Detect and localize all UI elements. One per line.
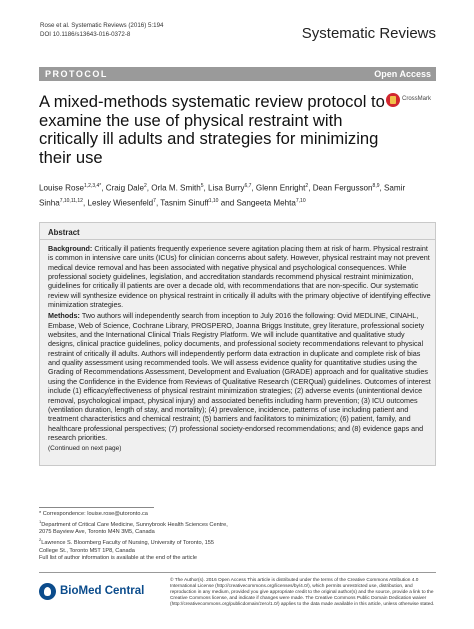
author-affiliation: 2 — [144, 183, 147, 189]
abstract-background — [48, 244, 431, 309]
article-type-banner — [39, 67, 436, 81]
continued-note: (Continued on next page) — [48, 445, 122, 453]
author-info-note: Full list of author information is available at the end of the article — [39, 554, 197, 561]
doi-line[interactable]: DOI 10.1186/s13643-016-0372-8 — [40, 30, 131, 38]
affiliation-number: 1 — [39, 519, 42, 525]
background-label: Background: — [48, 244, 93, 253]
affiliation-2 — [39, 536, 239, 547]
author-affiliation: 6,7 — [244, 183, 252, 189]
methods-text: Two authors will independently search from inception to July 2016 the following: Ovid MEDLINE, CINAHL, Embase, Web of Science, Cochrane Library, PROSPERO, Joanna Briggs Institute, grey literature, professional society websites, and the International Clinical Trials Registry Platform. We will include quantitative and qualitative study designs, clinical practice guidelines, policy documents, and professional society recommendations relevant to physical restraint of critically ill adults. Authors will independently perform data extraction in duplicate and complete risk of bias and quality assessment using recommended tools. We will assess evidence quality for quantitative studies using the Grading of Recommendations Assessment, Development and Evaluation (GRADE) approach and for qualitative studies using the Confidence in the Evidence from Reviews of Qualitative Research (CERQual) guidelines. Outcomes of interest include (1) efficacy/effectiveness of physical restraint minimization strategies; (2) adverse events (unintentional device removal, psychological impact, physical injury) and associated benefits including harm prevention; (3) ICU outcomes (ventilation duration, length of stay, and mortality); (4) prevalence, incidence, patterns of use including patient and treatment characteristics and chemical restraint; (5) barriers and facilitators to minimization; (6) patient, family, and healthcare professional perspectives; (7) professional society-endorsed recommendations; and (8) evidence gaps and research priorities. — [48, 311, 431, 442]
open-access-label: Open Access — [374, 69, 431, 79]
methods-label: Methods: — [48, 311, 80, 321]
author-name[interactable]: Louise Rose — [39, 183, 84, 193]
author-name[interactable]: Dean Fergusson — [312, 183, 373, 193]
affiliation-1 — [39, 518, 239, 529]
abstract-heading: Abstract — [48, 228, 80, 237]
citation — [40, 22, 163, 39]
biomed-central-icon — [39, 583, 56, 600]
footer-divider — [39, 572, 436, 573]
affiliation-text: Lawrence S. Bloomberg Faculty of Nursing, University of Toronto, 155 — [41, 540, 214, 547]
author-name[interactable]: Craig Dale — [105, 183, 144, 193]
author-name[interactable]: Lisa Burry — [208, 183, 245, 193]
author-affiliation: 7 — [153, 198, 156, 205]
journal-name[interactable]: Systematic Reviews — [301, 25, 436, 42]
author-affiliation: 1,10 — [208, 198, 219, 205]
crossmark-button[interactable] — [386, 92, 446, 108]
author-name[interactable]: Samir Sinha — [39, 183, 406, 208]
author-name[interactable]: Tasnim Sinuff — [160, 198, 209, 208]
footnotes — [39, 511, 239, 562]
affiliation-number: 2 — [39, 537, 42, 543]
author-name[interactable]: Glenn Enright — [255, 183, 306, 193]
affiliation-1-address: 2075 Bayview Ave, Toronto M4N 3M5, Canada — [39, 529, 155, 536]
crossmark-icon — [386, 93, 400, 107]
publisher-logo[interactable] — [39, 580, 159, 604]
license-statement: © The Author(s). 2016 Open Access This article is distributed under the terms of the Creative Commons Attribution 4.0 International License (http://creativecommons.org/licenses/by/4.0/), which permits unrestricted use, distribution, and reproduction in any medium, provided you give appropriate credit to the original author(s) and the source, provide a link to the Creative Commons license, and indicate if changes were made. The Creative Commons Public Domain Dedication waiver (http://creativecommons.org/publicdomain/zero/1.0/) applies to the data made available in this article, unless otherwise stated. — [170, 578, 435, 608]
abstract-methods — [48, 311, 431, 442]
affiliation-text: Department of Critical Care Medicine, Sunnybrook Health Sciences Centre, — [41, 522, 228, 529]
authors-conjunction: and — [220, 198, 235, 208]
author-affiliation: 2 — [305, 183, 309, 189]
abstract-box — [39, 222, 436, 466]
author-name[interactable]: Sangeeta Mehta — [236, 198, 296, 208]
author-affiliation: 1,2,3,4* — [84, 183, 102, 189]
abstract-body — [48, 244, 431, 454]
affiliation-2-address: College St., Toronto M5T 1P8, Canada — [39, 547, 135, 554]
correspondence[interactable]: * Correspondence: louise.rose@utoronto.ca — [39, 511, 148, 517]
author-list: Louise Rose$^{1,2,3,4*}$, Craig Dale$^2$, Orla M. Smith$^5$, Lisa Burry$^{6,7}$, Glenn Enright$^2$, Dean Fergusson$^{8,9}$, Samir Sinha$^{7,10,11,12}$, Lesley Wiesenfeld$^7$, Tasnim Sinuff$^{1,10}$ and Sangeeta Mehta$^{7,10}$ — [39, 183, 406, 208]
author-name[interactable]: Lesley Wiesenfeld — [87, 198, 154, 208]
publisher-name: BioMed Central — [60, 585, 145, 597]
crossmark-label: CrossMark — [402, 96, 432, 102]
footnote-divider — [39, 507, 154, 508]
article-type-label: PROTOCOL — [45, 69, 108, 79]
citation-line: Rose et al. Systematic Reviews (2016) 5:194 — [40, 22, 164, 29]
background-text: Critically ill patients frequently experience severe agitation placing them at risk of harm. Physical restraint is common in intensive care units (ICUs) for clinician concerns about safety. However, physical restraint may not prevent medical device removal and has been associated with negative physical and psychological consequences. While professional society guidelines, legislation, and accreditation standards recommend physical restraint minimization, guidelines for critically ill patients are over a decade old, with recommendations that are non-specific. Our systematic review will synthesize evidence on physical restraint in critically ill adults with the primary objective of identifying effective minimization strategies. — [48, 244, 431, 310]
author-affiliation: 5 — [200, 183, 204, 189]
abstract-divider — [40, 239, 435, 240]
author-affiliation: 7,10 — [295, 198, 306, 205]
author-name[interactable]: Orla M. Smith — [151, 183, 201, 193]
article-title: A mixed-methods systematic review protocol to examine the use of physical restraint with critically ill adults and strategies for minimizing their use — [39, 92, 385, 167]
author-affiliation: 7,10,11,12 — [59, 198, 83, 205]
author-affiliation: 8,9 — [372, 183, 380, 189]
